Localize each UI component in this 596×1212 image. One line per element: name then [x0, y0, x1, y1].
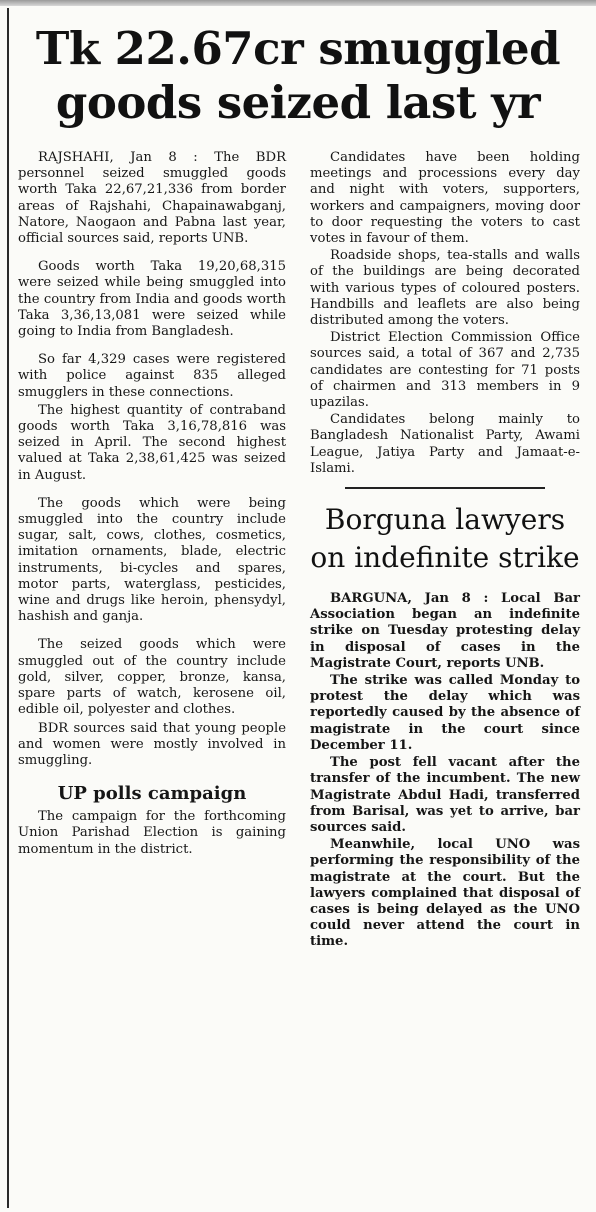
- right-column: [310, 150, 580, 952]
- up-polls-paragraph: District Election Commission Office sources said, a total of 367 and 2,735 candidates are contesting for 71 posts of chairmen and 313 members in 9 upazilas.: [310, 330, 580, 411]
- left-edge-rule: [7, 8, 9, 1208]
- article-paragraph: BDR sources said that young people and women were mostly involved in smuggling.: [18, 720, 286, 768]
- article-paragraph: The highest quantity of contraband goods worth Taka 3,16,78,816 was seized in April. The second highest valued at Taka 2,38,61,425 was seized in August.: [18, 402, 286, 483]
- article-headline: Tk 22.67cr smuggled goods seized last yr: [35, 22, 561, 129]
- article-paragraph: RAJSHAHI, Jan 8 : The BDR personnel seized smuggled goods worth Taka 22,67,21,336 from border areas of Rajshahi, Chapainawabganj, Natore, Naogaon and Pabna last year, official sources said, reports UNB.: [18, 150, 286, 247]
- article-paragraph: Goods worth Taka 19,20,68,315 were seized while being smuggled into the country from India and goods worth Taka 3,36,13,081 were seized while going to India from Bangladesh.: [18, 259, 286, 340]
- up-polls-paragraph: Candidates belong mainly to Bangladesh Nationalist Party, Awami League, Jatiya Party and Jamaat-e-Islami.: [310, 412, 580, 476]
- borguna-paragraph: The post fell vacant after the transfer of the incumbent. The new Magistrate Abdul Hadi, transferred from Barisal, was yet to arrive, bar sources said.: [310, 755, 580, 835]
- up-polls-subhead: UP polls campaign: [57, 783, 247, 805]
- borguna-article: [310, 591, 580, 950]
- article-paragraph: The goods which were being smuggled into the country include sugar, salt, cows, clothes, cosmetics, imitation ornaments, blade, electric instruments, bi-cycles and spares, motor parts, waterglass, pesticides, wine and drugs like heroin, phensydyl, hashish and ganja.: [18, 495, 286, 625]
- article-paragraph: The seized goods which were smuggled out of the country include gold, silver, copper, bronze, kansa, spare parts of watch, kerosene oil, edible oil, polyester and clothes.: [18, 637, 286, 718]
- borguna-paragraph: BARGUNA, Jan 8 : Local Bar Association began an indefinite strike on Tuesday protesting delay in disposal of cases in the Magistrate Court, reports UNB.: [310, 591, 580, 671]
- top-rule: [0, 0, 596, 6]
- left-column: [18, 150, 286, 870]
- up-polls-paragraph: Roadside shops, tea-stalls and walls of the buildings are being decorated with various types of coloured posters. Handbills and leaflets are also being distributed among the voters.: [310, 248, 580, 329]
- up-polls-paragraph: The campaign for the forthcoming Union Parishad Election is gaining momentum in the district.: [18, 809, 286, 857]
- borguna-paragraph: Meanwhile, local UNO was performing the responsibility of the magistrate at the court. But the lawyers complained that disposal of cases is being delayed as the UNO could never attend the court in time.: [310, 837, 580, 950]
- borguna-paragraph: The strike was called Monday to protest the delay which was reportedly caused by the absence of magistrate in the court since December 11.: [310, 673, 580, 753]
- article-paragraph: So far 4,329 cases were registered with police against 835 alleged smugglers in these connections.: [18, 352, 286, 400]
- section-divider: [345, 487, 545, 489]
- borguna-headline: Borguna lawyers on indefinite strike: [310, 503, 580, 575]
- up-polls-paragraph: Candidates have been holding meetings and processions every day and night with voters, supporters, workers and campaigners, moving door to door requesting the voters to cast votes in favour of them.: [310, 150, 580, 247]
